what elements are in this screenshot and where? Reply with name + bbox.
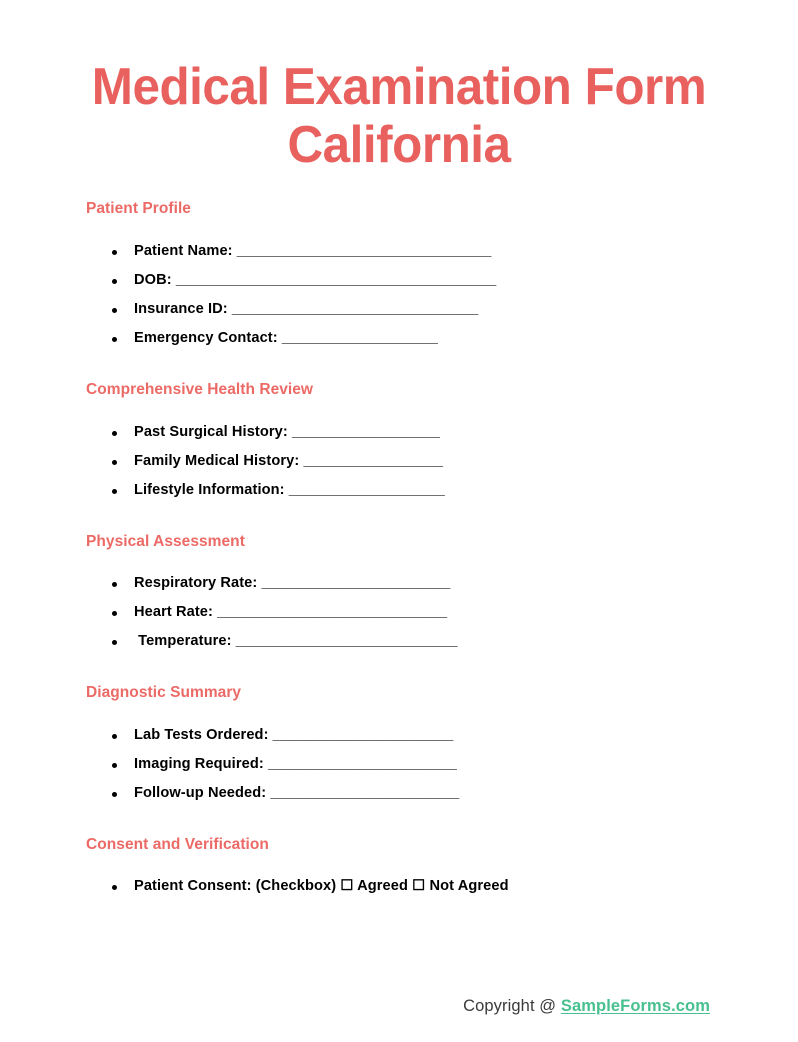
section-consent-and-verification: [86, 836, 738, 902]
list-item[interactable]: Imaging Required: _______________________: [86, 750, 738, 779]
spacer: [86, 174, 738, 200]
page-title: [20, 0, 778, 174]
page-title-line-1: Medical Examination Form: [91, 58, 707, 116]
list-item[interactable]: DOB: _______________________________________: [86, 266, 738, 295]
copyright-text: Copyright @: [463, 997, 561, 1015]
field-list: [86, 569, 738, 656]
spacer: [86, 353, 738, 381]
section-heading: Physical Assessment: [86, 532, 245, 550]
section-heading: Patient Profile: [86, 200, 191, 218]
section-heading: Diagnostic Summary: [86, 684, 242, 702]
field-list: [86, 721, 738, 808]
list-item[interactable]: Follow-up Needed: _______________________: [86, 779, 738, 808]
list-item-consent[interactable]: Patient Consent: (Checkbox) ☐ Agreed ☐ Not Agreed: [86, 872, 738, 901]
list-item[interactable]: Temperature: ___________________________: [86, 627, 738, 656]
list-item[interactable]: Patient Name: _______________________________: [86, 237, 738, 266]
list-item[interactable]: Respiratory Rate: _______________________: [86, 569, 738, 598]
spacer: [86, 219, 738, 237]
field-list: [86, 418, 738, 505]
form-body: [0, 174, 798, 901]
spacer: [86, 505, 738, 533]
list-item[interactable]: Lab Tests Ordered: ______________________: [86, 721, 738, 750]
spacer: [86, 703, 738, 721]
field-list: [86, 872, 738, 901]
spacer: [86, 808, 738, 836]
spacer: [86, 656, 738, 684]
section-comprehensive-health-review: [86, 381, 738, 505]
spacer: [86, 400, 738, 418]
section-heading: Comprehensive Health Review: [86, 381, 314, 399]
list-item[interactable]: Heart Rate: ____________________________: [86, 598, 738, 627]
list-item[interactable]: Past Surgical History: __________________: [86, 418, 738, 447]
spacer: [86, 854, 738, 872]
list-item[interactable]: Insurance ID: ______________________________: [86, 295, 738, 324]
page-title-line-2: California: [287, 116, 511, 175]
footer: [0, 997, 798, 1016]
section-patient-profile: [86, 200, 738, 353]
list-item[interactable]: Family Medical History: _________________: [86, 447, 738, 476]
section-diagnostic-summary: [86, 684, 738, 808]
field-list: [86, 237, 738, 353]
section-physical-assessment: [86, 533, 738, 657]
list-item[interactable]: Emergency Contact: ___________________: [86, 324, 738, 353]
sampleforms-link[interactable]: SampleForms.com: [560, 997, 710, 1015]
section-heading: Consent and Verification: [86, 835, 269, 853]
spacer: [86, 551, 738, 569]
list-item[interactable]: Lifestyle Information: ___________________: [86, 476, 738, 505]
